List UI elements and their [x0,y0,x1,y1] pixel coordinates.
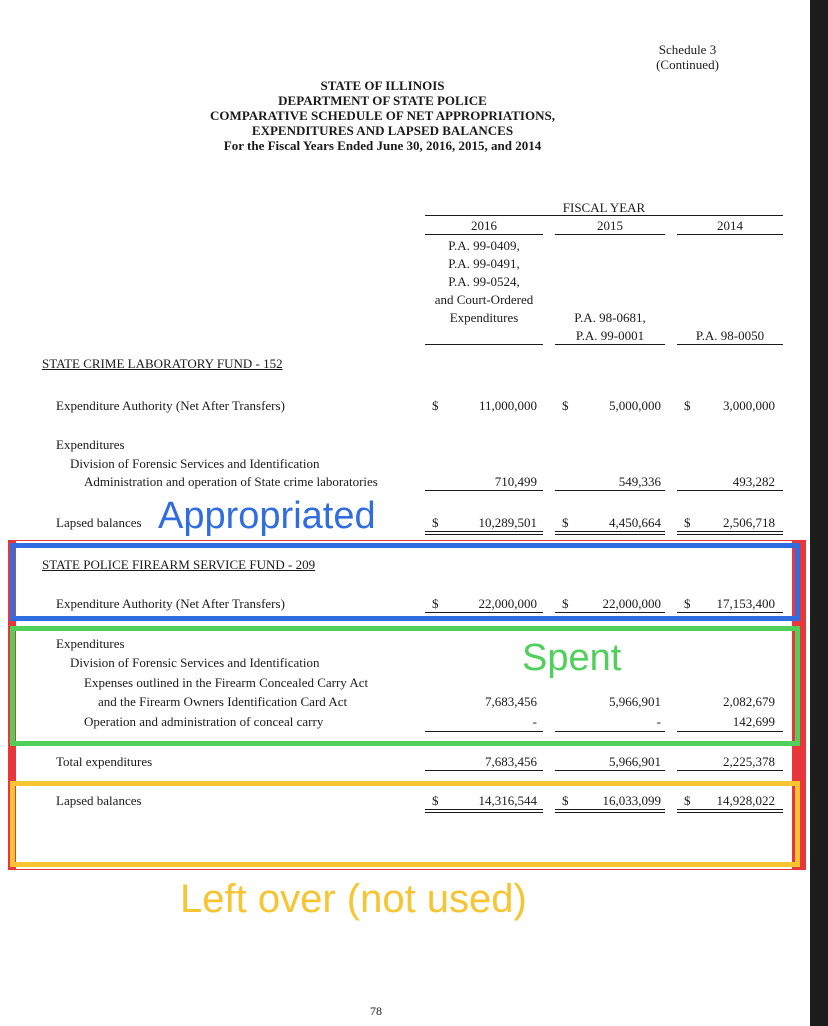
currency-sign: $ [684,398,691,413]
fund-152-lapsed-label: Lapsed balances [56,515,142,530]
fund-209-conceal-2014: 142,699 [732,714,775,729]
fiscal-year-header: FISCAL YEAR [562,200,646,215]
currency-sign: $ [562,596,569,611]
fund-209-total-2015: 5,966,901 [609,754,661,769]
note-line: P.A. 99-0001 [575,328,645,343]
title-line-2: DEPARTMENT OF STATE POLICE [278,93,487,108]
year-2015: 2015 [597,218,623,233]
fund-209-authority-2015: 22,000,000 [602,596,661,611]
schedule-line-1: Schedule 3 [658,42,717,57]
fund-152-lapsed-2014: 2,506,718 [723,515,775,530]
notes-2015 [555,309,665,345]
fund-209-total-2014: 2,225,378 [723,754,775,769]
year-2016: 2016 [471,218,497,233]
note-line: P.A. 99-0524, [448,274,520,289]
currency-sign: $ [432,596,439,611]
currency-sign: $ [562,515,569,530]
fund-209-expenses-2015: 5,966,901 [609,694,661,709]
document-title [0,78,765,153]
green-annotation-box [10,626,800,746]
fund-152-authority-2016: 11,000,000 [478,398,537,413]
year-2016-rule [425,234,543,235]
currency-sign: $ [684,596,691,611]
double-rule [677,531,783,535]
note-line: P.A. 98-0681, [574,310,646,325]
fund-209-conceal-label: Operation and administration of conceal carry [84,714,324,729]
page-number: 78 [370,1004,382,1018]
currency-sign: $ [432,793,439,808]
notes-2015-rule [555,344,665,345]
header-rule [425,215,783,216]
fund-209-title: STATE POLICE FIREARM SERVICE FUND - 209 [42,557,316,572]
notes-2016 [420,237,548,327]
fund-209-expenses-2014: 2,082,679 [723,694,775,709]
fund-209-expenses-line-1: Expenses outlined in the Firearm Concealed Carry Act [84,675,369,690]
note-line: P.A. 99-0409, [448,238,520,253]
notes-2014-rule [677,344,783,345]
fund-209-total-2016: 7,683,456 [485,754,537,769]
fund-209-expenses-2016: 7,683,456 [485,694,537,709]
fund-209-division-label: Division of Forensic Services and Identification [70,655,320,670]
dark-side-strip [810,0,828,1026]
fund-152-authority-label: Expenditure Authority (Net After Transfers) [56,398,285,413]
note-line: Expenditures [449,310,519,325]
currency-sign: $ [432,515,439,530]
fund-152-authority-2015: 5,000,000 [609,398,661,413]
schedule-label [640,42,735,72]
fund-209-lapsed-2014: 14,928,022 [716,793,775,808]
title-line-4: EXPENDITURES AND LAPSED BALANCES [251,123,514,138]
fund-209-total-label: Total expenditures [56,754,153,769]
fund-152-authority-2014: 3,000,000 [723,398,775,413]
fund-209-expenses-line-2: and the Firearm Owners Identification Card Act [98,694,348,709]
note-line: and Court-Ordered [434,292,534,307]
double-rule [555,531,665,535]
notes-2014 [677,327,783,345]
note-line: P.A. 99-0491, [448,256,520,271]
fund-152-lapsed-2016: 10,289,501 [478,515,537,530]
fund-152-admin-label: Administration and operation of State crime laboratories [84,474,378,489]
note-line: P.A. 98-0050 [695,328,765,343]
title-line-1: STATE OF ILLINOIS [320,78,445,93]
spent-annotation: Spent [522,637,622,679]
currency-sign: $ [562,793,569,808]
notes-2016-rule [425,344,543,345]
fund-152-admin-2016: 710,499 [494,474,537,489]
fund-209-lapsed-2016: 14,316,544 [478,793,537,808]
rule [677,490,783,491]
rule [425,490,543,491]
fund-152-division-label: Division of Forensic Services and Identification [70,456,320,471]
double-rule [425,531,543,535]
year-2014-rule [677,234,783,235]
yellow-annotation-box [10,781,800,867]
title-line-3: COMPARATIVE SCHEDULE OF NET APPROPRIATIONS, [210,108,555,123]
fund-209-lapsed-label: Lapsed balances [56,793,142,808]
fund-152-admin-2015: 549,336 [618,474,661,489]
fund-209-authority-2014: 17,153,400 [716,596,775,611]
currency-sign: $ [432,398,439,413]
title-line-5: For the Fiscal Years Ended June 30, 2016, 2015, and 2014 [223,138,542,153]
fund-209-authority-2016: 22,000,000 [478,596,537,611]
fund-152-expenditures-label: Expenditures [56,437,125,452]
fund-152-title: STATE CRIME LABORATORY FUND - 152 [42,356,283,371]
fund-209-conceal-2015: - [656,714,661,729]
schedule-line-2: (Continued) [656,57,719,72]
left-over-annotation: Left over (not used) [180,877,527,921]
fund-209-conceal-2016: - [532,714,537,729]
currency-sign: $ [684,793,691,808]
fund-209-authority-label: Expenditure Authority (Net After Transfers) [56,596,285,611]
currency-sign: $ [684,515,691,530]
fund-152-lapsed-2015: 4,450,664 [609,515,661,530]
fund-209-expenditures-label: Expenditures [56,636,125,651]
fund-152-admin-2014: 493,282 [732,474,775,489]
rule [555,490,665,491]
appropriated-annotation: Appropriated [158,495,376,537]
year-2015-rule [555,234,665,235]
currency-sign: $ [562,398,569,413]
fund-209-lapsed-2015: 16,033,099 [602,793,661,808]
year-2014: 2014 [717,218,743,233]
blue-annotation-box [10,543,800,621]
